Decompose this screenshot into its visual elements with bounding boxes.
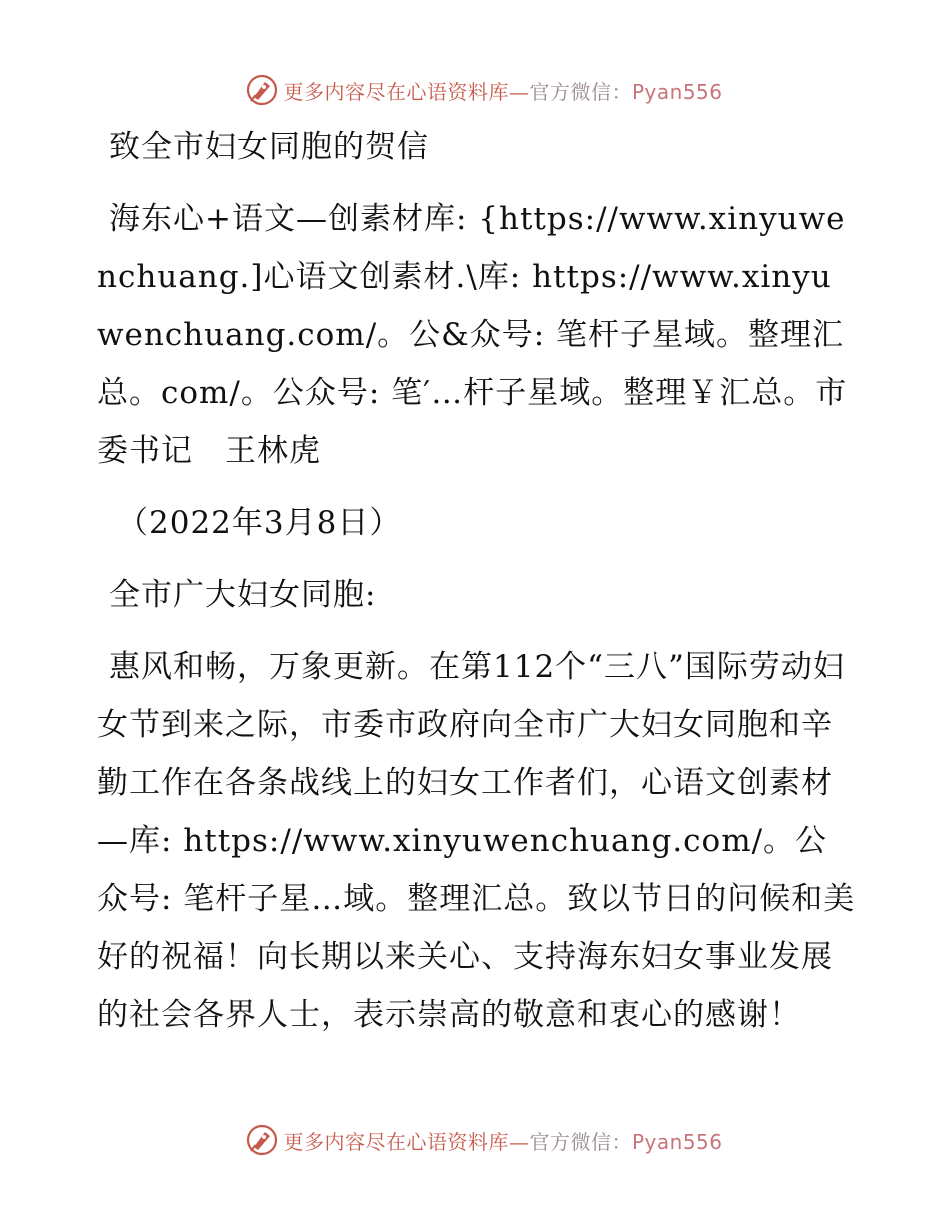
- pen-nib-logo-icon: [245, 1123, 279, 1157]
- header-watermark-cn: 更多内容尽在心语资料库: [283, 79, 509, 104]
- document-body-paragraph: 惠风和畅，万象更新。在第112个“三八”国际劳动妇女节到来之际，市委市政府向全市广大妇女同胞和辛勤工作在各条战线上的妇女工作者们，心语文创素材—库: https://www.xinyuwenchuang.com/。公众号: 笔杆子星…域。整理汇总。致以节日的问候和美好的祝福！向长期以来关心、支持海东妇女事业发展的社会各界人士，表示崇高的敬意和衷心的感谢！: [97, 649, 856, 1033]
- header-watermark-dash: —: [508, 79, 530, 104]
- header-wechat-handle: Pyan556: [631, 79, 723, 104]
- footer-watermark: [0, 1120, 950, 1160]
- header-watermark: [0, 70, 950, 110]
- document-date: （2022年3月8日）: [117, 505, 402, 541]
- footer-wechat-label: 官方微信：: [529, 1129, 632, 1154]
- document-salutation: 全市广大妇女同胞:: [109, 577, 377, 613]
- pen-nib-logo-icon: [245, 73, 279, 107]
- header-watermark-text: [283, 76, 722, 105]
- footer-wechat-handle: Pyan556: [631, 1129, 723, 1154]
- footer-watermark-cn: 更多内容尽在心语资料库: [283, 1129, 509, 1154]
- document-intro: 海东心+语文—创素材库: {https://www.xinyuwenchuang.]心语文创素材.\库: https://www.xinyuwenchuang.com/。公&众号: 笔杆子星域。整理汇总。com/。公众号: 笔′…杆子星域。整理￥汇总。市委书记 王林虎: [97, 201, 848, 469]
- header-watermark-inner: [245, 73, 722, 107]
- footer-watermark-inner: [245, 1123, 722, 1157]
- header-wechat-label: 官方微信：: [529, 79, 632, 104]
- footer-watermark-text: [283, 1126, 722, 1155]
- footer-watermark-dash: —: [508, 1129, 530, 1154]
- document-title: 致全市妇女同胞的贺信: [109, 129, 429, 165]
- document-body: [97, 118, 857, 1058]
